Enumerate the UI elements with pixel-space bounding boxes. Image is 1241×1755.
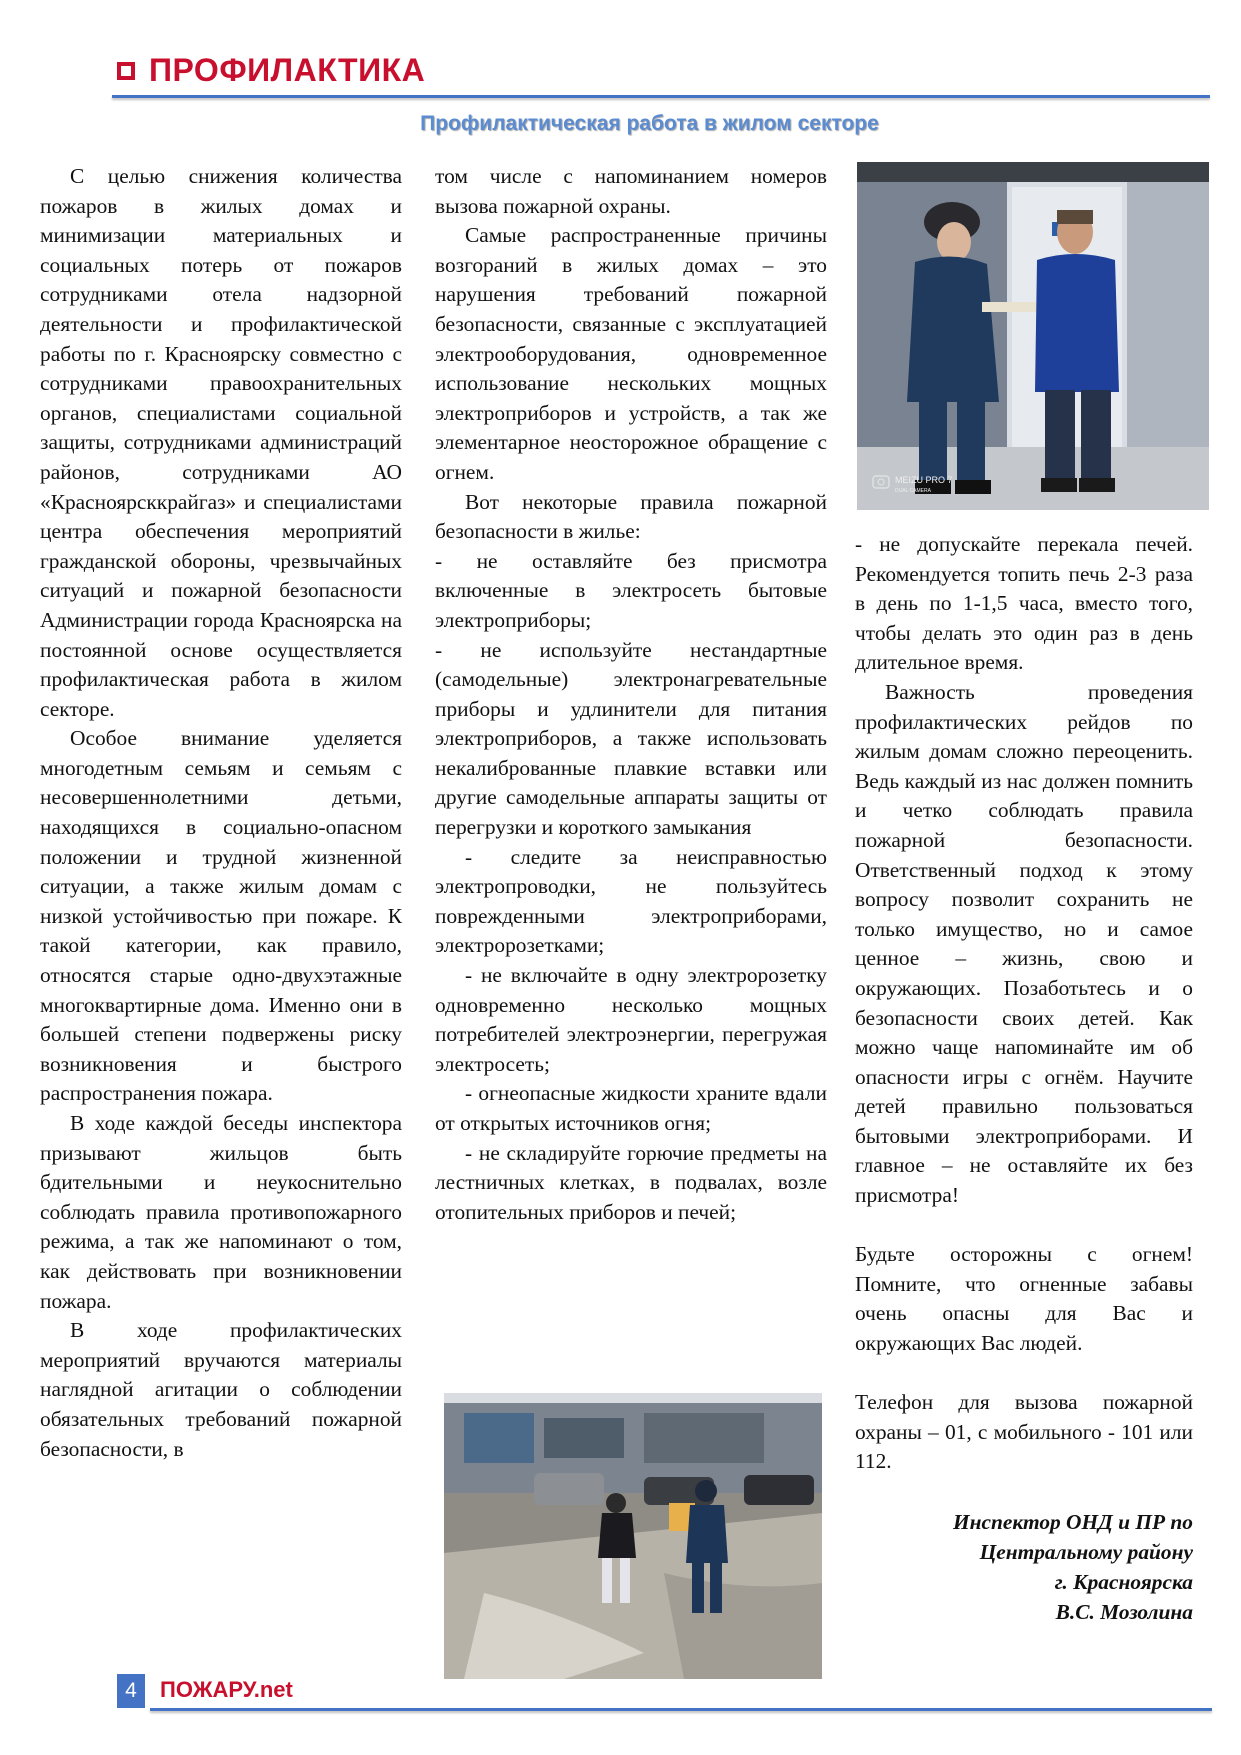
page-number: 4 bbox=[117, 1674, 145, 1708]
signature bbox=[855, 1507, 1193, 1627]
photo-watermark-model: MEIZU PRO 7 bbox=[895, 475, 953, 485]
photo-inspector-hallway-image bbox=[857, 162, 1209, 510]
paragraph: том числе с напоминанием номеров вызова пожарной охраны. bbox=[435, 164, 827, 218]
section-title: ПРОФИЛАКТИКА bbox=[149, 52, 426, 88]
paragraph: Вот некоторые правила пожарной безопасности в жилье: bbox=[435, 489, 827, 544]
paragraph: В ходе профилактических мероприятий вручаются материалы наглядной агитации о соблюдении обязательных требований пожарной безопасности, в bbox=[40, 1318, 402, 1461]
bottom-rule bbox=[150, 1708, 1212, 1711]
rule-item: - не допускайте перекала печей. Рекомендуется топить печь 2-3 раза в день по 1-1,5 часа, вместо того, чтобы делать это один раз в день длительное время. bbox=[855, 532, 1193, 675]
photo-street-scene bbox=[444, 1393, 822, 1679]
paragraph: Самые распространенные причины возгораний в жилых домах – это нарушения требований пожарной безопасности, связанные с эксплуатацией электрооборудования, одновременное использование нескольких мощных электроприборов и устройств, а так же элементарное неосторожное обращение с огнем. bbox=[435, 223, 827, 484]
column-1 bbox=[40, 162, 402, 1464]
signature-line: Инспектор ОНД и ПР по bbox=[953, 1509, 1193, 1534]
signature-line: г. Красноярска bbox=[1054, 1569, 1193, 1594]
column-3 bbox=[855, 530, 1193, 1627]
rule-item: - не складируйте горючие предметы на лестничных клетках, в подвалах, возле отопительных приборов и печей; bbox=[435, 1140, 827, 1224]
rule-item: - не включайте в одну электророзетку одновременно несколько мощных потребителей электроэнергии, перегружая электросеть; bbox=[435, 963, 827, 1076]
column-2 bbox=[435, 162, 827, 1227]
article-title: Профилактическая работа в жилом секторе bbox=[420, 112, 879, 135]
signature-line: Центральному району bbox=[979, 1539, 1193, 1564]
phone-paragraph: Телефон для вызова пожарной охраны – 01, с мобильного - 101 или 112. bbox=[855, 1390, 1193, 1474]
rule-item: - не используйте нестандартные (самодельные) электронагревательные приборы и удлинители для питания электроприборов, а также использовать некалиброванные плавкие вставки или другие самодельные аппараты защиты от перегрузки и короткого замыкания bbox=[435, 637, 827, 840]
photo-street-scene-image bbox=[444, 1393, 822, 1679]
section-header bbox=[117, 52, 425, 89]
paragraph: С целью снижения количества пожаров в жилых домах и минимизации материальных и социальных потерь от пожаров сотрудниками отела надзорной деятельности и профилактической работы по г. Красноярску совместно с сотрудниками правоохранительных органов, специалистами социальной защиты, сотрудниками администраций районов, сотрудниками АО «Красноярсккрайгаз» и специалистами центра обеспечения мероприятий гражданской обороны, чрезвычайных ситуаций и пожарной безопасности Администрации города Красноярска на постоянной основе осуществляется профилактическая работа в жилом секторе. bbox=[40, 164, 402, 721]
paragraph: В ходе каждой беседы инспектора призывают жильцов быть бдительными и неукоснительно соблюдать правила противопожарного режима, а так же напоминают о том, как действовать при возникновении пожара. bbox=[40, 1111, 402, 1313]
top-rule bbox=[112, 95, 1210, 98]
photo-watermark-sub: DUAL CAMERA bbox=[895, 488, 931, 494]
warning-paragraph: Будьте осторожны с огнем! Помните, что огненные забавы очень опасны для Вас и окружающих Вас людей. bbox=[855, 1242, 1193, 1356]
paragraph: Важность проведения профилактических рейдов по жилым домам сложно переоценить. Ведь каждый из нас должен помнить и четко соблюдать правила пожарной безопасности. Ответственный подход к этому вопросу позволит сохранить не только имущество, но и самое ценное – жизнь, свою и окружающих. Позаботьтесь и о безопасности своих детей. Как можно чаще напоминайте им об опасности игры с огнём. Научите детей правильно пользоваться бытовыми электроприборами. И главное – не оставляйте их без присмотра! bbox=[855, 679, 1193, 1208]
signature-line: В.С. Мозолина bbox=[1055, 1599, 1193, 1624]
rule-item: - огнеопасные жидкости храните вдали от открытых источников огня; bbox=[435, 1081, 827, 1135]
brand-name: ПОЖАРУ.net bbox=[160, 1677, 293, 1702]
rule-item: - не оставляйте без присмотра включенные в электросеть бытовые электроприборы; bbox=[435, 548, 827, 632]
photo-inspector-hallway bbox=[857, 162, 1209, 510]
checkbox-bullet-icon bbox=[117, 62, 135, 80]
paragraph: Особое внимание уделяется многодетным семьям и семьям с несовершеннолетними детьми, находящихся в социально-опасном положении и трудной жизненной ситуации, а также жилым домам с низкой устойчивостью при пожаре. К такой категории, как правило, относятся старые одно-двухэтажные многоквартирные дома. Именно они в большей степени подвержены риску возникновения и быстрого распространения пожара. bbox=[40, 726, 402, 1106]
rule-item: - следите за неисправностью электропроводки, не пользуйтесь поврежденными электроприборами, электророзетками; bbox=[435, 844, 827, 958]
